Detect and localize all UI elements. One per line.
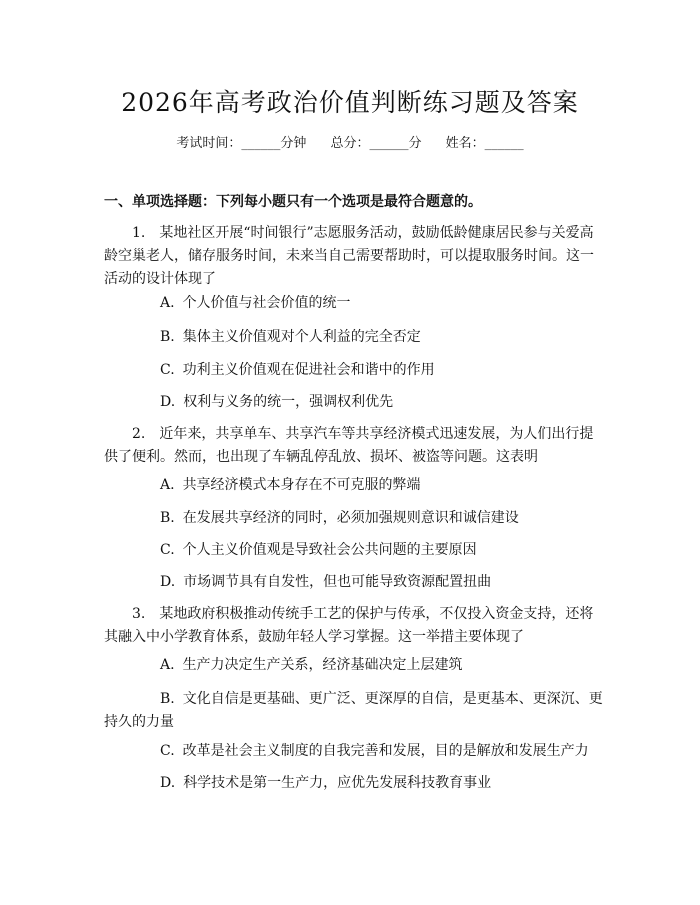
option-text: 科学技术是第一生产力，应优先发展科技教育事业 [183, 775, 492, 791]
section-heading: 一、单项选择题：下列每小题只有一个选项是最符合题意的。 [104, 194, 482, 210]
option-letter: B. [160, 329, 175, 345]
question-1-stem: 1. 某地社区开展“时间银行”志愿服务活动，鼓励低龄健康居民参与关爱高龄空巢老人，储存服务时间，未来当自己需要帮助时，可以提取服务时间。这一活动的设计体现了 [104, 225, 594, 287]
option-text: 市场调节具有自发性，但也可能导致资源配置扭曲 [183, 574, 492, 590]
question-2-option-b [160, 507, 605, 530]
question-3-option-d [160, 772, 605, 795]
option-text: 功利主义价值观在促进社会和谐中的作用 [182, 362, 435, 378]
option-text: 个人价值与社会价值的统一 [182, 295, 351, 311]
question-3-option-c [160, 740, 605, 763]
question-2-option-d [160, 571, 605, 594]
exam-name-field: 姓名：______ [445, 136, 524, 151]
question-2-option-a [160, 474, 605, 497]
question-3-option-a [160, 654, 605, 677]
question-2-option-c [160, 539, 605, 562]
option-letter: B. [160, 510, 175, 526]
option-letter: C. [160, 362, 175, 378]
option-text: 集体主义价值观对个人利益的完全否定 [182, 329, 421, 345]
option-text: 在发展共享经济的同时，必须加强规则意识和诚信建设 [182, 510, 519, 526]
option-letter: D. [160, 394, 176, 410]
question-3-option-b [104, 688, 604, 734]
option-letter: A. [160, 477, 175, 493]
option-letter: B. [160, 691, 175, 707]
exam-meta [0, 132, 700, 151]
option-letter: C. [160, 743, 175, 759]
page-title: 2026年高考政治价值判断练习题及答案 [121, 88, 579, 117]
question-1-option-d [160, 391, 605, 414]
question-1-option-c [160, 359, 605, 382]
option-text: 个人主义价值观是导致社会公共问题的主要原因 [182, 542, 477, 558]
option-text: 生产力决定生产关系，经济基础决定上层建筑 [182, 657, 463, 673]
question-1-option-b [160, 326, 605, 349]
question-2-stem: 2. 近年来，共享单车、共享汽车等共享经济模式迅速发展，为人们出行提供了便利。然而，也出现了车辆乱停乱放、损坏、被盗等问题。这表明 [104, 426, 594, 465]
option-letter: D. [160, 775, 176, 791]
option-letter: C. [160, 542, 175, 558]
question-1-option-a [160, 292, 605, 315]
option-letter: D. [160, 574, 176, 590]
option-text: 文化自信是更基础、更广泛、更深厚的自信，是更基本、更深沉、更持久的力量 [104, 691, 603, 730]
question-3-stem: 3. 某地政府积极推动传统手工艺的保护与传承，不仅投入资金支持，还将其融入中小学教育体系，鼓励年轻人学习掌握。这一举措主要体现了 [104, 606, 594, 645]
option-letter: A. [160, 295, 175, 311]
exam-time-field: 考试时间：______分钟 [176, 136, 307, 151]
option-text: 权利与义务的统一，强调权利优先 [183, 394, 394, 410]
option-letter: A. [160, 657, 175, 673]
option-text: 改革是社会主义制度的自我完善和发展，目的是解放和发展生产力 [182, 743, 589, 759]
option-text: 共享经济模式本身存在不可克服的弊端 [182, 477, 421, 493]
exam-score-field: 总分：______分 [330, 136, 422, 151]
